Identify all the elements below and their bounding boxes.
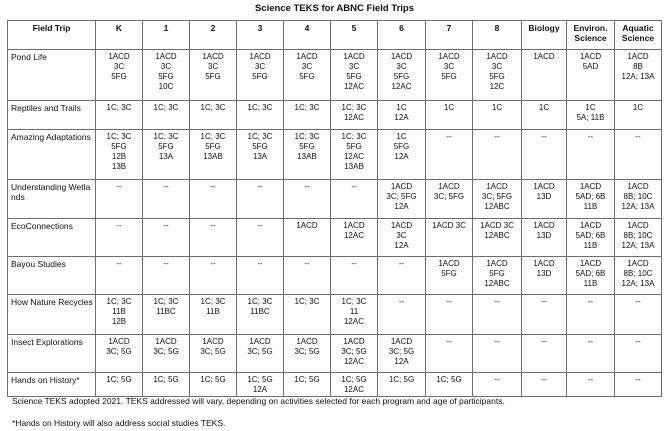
teks-cell-text: 1ACD 3C 5FG 10C: [155, 52, 177, 91]
teks-cell-text: 1C; 3C: [247, 103, 273, 112]
teks-cell: [331, 50, 378, 101]
column-header: 2: [190, 21, 237, 50]
teks-cell-text: 1C; 3C 5FG 12AC 13AB: [341, 132, 367, 171]
teks-cell: [237, 180, 284, 219]
teks-cell: [284, 373, 331, 397]
teks-cell: [96, 295, 143, 335]
teks-cell: [378, 219, 426, 257]
teks-cell-text: --: [541, 337, 547, 346]
teks-cell-text: 1ACD 3C; 5G 12A: [388, 337, 415, 366]
teks-cell: [237, 130, 284, 180]
teks-cell-text: 1C; 3C: [294, 297, 320, 306]
teks-cell-text: 1C: [491, 103, 503, 112]
teks-cell: [96, 130, 143, 180]
teks-cell-text: 1ACD 3C 5FG: [296, 52, 318, 81]
footnote-history: *Hands on History will also address social studies TEKS.: [12, 418, 226, 428]
teks-cell: [143, 130, 190, 180]
teks-cell-text: 1ACD 3C: [432, 221, 466, 230]
teks-cell-text: 1ACD 3C 5FG 12C: [486, 52, 508, 91]
table-row: [8, 219, 662, 257]
teks-cell-text: 1ACD 8B; 10C 12A; 13A: [621, 221, 655, 250]
teks-cell: [378, 335, 426, 373]
teks-cell-text: 1C; 3C 5FG 13AB: [294, 132, 320, 161]
teks-cell: [426, 373, 473, 397]
teks-cell: [426, 257, 473, 295]
teks-cell-text: 1ACD 3C; 5G: [106, 337, 132, 356]
column-header: 7: [426, 21, 473, 50]
teks-cell: [190, 295, 237, 335]
teks-cell: [96, 219, 143, 257]
teks-cell: [190, 335, 237, 373]
teks-cell: [473, 180, 522, 219]
teks-cell: [615, 50, 662, 101]
teks-cell: [331, 219, 378, 257]
document-title: Science TEKS for ABNC Field Trips: [254, 3, 415, 14]
field-trip-name: Hands on History*: [8, 373, 96, 397]
teks-cell-text: --: [163, 221, 169, 230]
teks-cell: [284, 295, 331, 335]
teks-cell: [567, 101, 615, 130]
field-trip-name: Amazing Adaptations: [8, 130, 96, 180]
teks-cell: [567, 335, 615, 373]
teks-cell: [96, 335, 143, 373]
field-trip-name: Pond Life: [8, 50, 96, 101]
teks-cell-text: --: [587, 132, 594, 141]
column-header: K: [96, 21, 143, 50]
teks-cell-text: 1C; 5G 12A: [247, 375, 273, 394]
teks-cell-text: 1ACD 3C; 5FG 12A: [386, 182, 417, 211]
teks-cell: [143, 373, 190, 397]
teks-cell: [378, 101, 426, 130]
teks-cell: [473, 130, 522, 180]
teks-cell-text: --: [541, 375, 547, 384]
teks-cell-text: 1ACD 3C; 5G: [153, 337, 179, 356]
teks-cell: [190, 219, 237, 257]
teks-cell-text: --: [116, 182, 122, 191]
teks-cell: [190, 101, 237, 130]
field-trip-name: Insect Explorations: [8, 335, 96, 373]
teks-cell: [378, 295, 426, 335]
teks-cell: [522, 335, 567, 373]
teks-cell: [284, 219, 331, 257]
teks-cell: [190, 257, 237, 295]
teks-cell-text: 1ACD 3C; 5G 12AC: [341, 337, 367, 366]
field-trip-name: Reptiles and Trails: [8, 101, 96, 130]
teks-cell-text: 1C; 5G: [388, 375, 415, 384]
teks-cell: [615, 130, 662, 180]
teks-cell-text: 1ACD 13D: [533, 259, 555, 278]
teks-cell: [96, 373, 143, 397]
column-header: Biology: [522, 21, 567, 50]
teks-cell: [615, 373, 662, 397]
teks-cell-text: 1C; 5G: [200, 375, 226, 384]
teks-cell-text: --: [304, 182, 310, 191]
teks-cell-text: --: [163, 182, 169, 191]
teks-cell-text: --: [587, 297, 594, 306]
teks-cell: [143, 295, 190, 335]
teks-cell-text: --: [635, 337, 641, 346]
teks-cell: [378, 373, 426, 397]
teks-cell: [426, 50, 473, 101]
teks-cell-text: --: [116, 259, 122, 268]
teks-cell: [567, 295, 615, 335]
teks-cell: [190, 373, 237, 397]
teks-cell: [190, 50, 237, 101]
teks-cell-text: 1ACD 8B 12A; 13A: [621, 52, 655, 81]
teks-cell: [567, 219, 615, 257]
teks-cell: [522, 130, 567, 180]
teks-cell-text: 1ACD 5FG: [438, 259, 460, 278]
table-row: [8, 373, 662, 397]
teks-cell-text: --: [635, 132, 641, 141]
teks-cell: [331, 257, 378, 295]
teks-cell: [237, 257, 284, 295]
teks-cell: [615, 180, 662, 219]
field-trip-name: How Nature Recycles: [8, 295, 96, 335]
teks-cell-text: 1C 5A; 11B: [576, 103, 605, 122]
teks-cell-text: --: [494, 337, 500, 346]
column-header: 4: [284, 21, 331, 50]
teks-cell: [237, 219, 284, 257]
teks-cell-text: --: [210, 182, 216, 191]
teks-cell-text: 1C; 5G: [106, 375, 132, 384]
teks-cell: [567, 130, 615, 180]
teks-cell: [143, 180, 190, 219]
teks-cell-text: --: [304, 259, 310, 268]
teks-cell: [522, 257, 567, 295]
teks-cell-text: --: [116, 221, 122, 230]
teks-cell: [378, 180, 426, 219]
teks-cell-text: --: [635, 375, 641, 384]
teks-cell: [615, 257, 662, 295]
teks-cell: [615, 295, 662, 335]
teks-cell-text: 1ACD 8B; 10C 12A; 13A: [621, 259, 655, 288]
teks-cell-text: 1ACD 13D: [533, 182, 555, 201]
teks-cell: [378, 257, 426, 295]
field-trip-name: Understanding Wetlands: [8, 180, 96, 219]
teks-cell-text: 1ACD 3C; 5FG 12ABC: [481, 182, 513, 211]
teks-cell: [426, 219, 473, 257]
column-header: 5: [331, 21, 378, 50]
teks-cell-text: --: [351, 182, 357, 191]
teks-cell-text: --: [541, 297, 547, 306]
column-header: Field Trip: [8, 21, 96, 50]
teks-cell: [522, 295, 567, 335]
teks-cell-text: --: [494, 375, 500, 384]
teks-cell: [615, 335, 662, 373]
teks-cell-text: --: [398, 259, 405, 268]
teks-cell-text: 1C; 5G: [436, 375, 462, 384]
teks-cell: [473, 101, 522, 130]
teks-cell-text: --: [210, 259, 216, 268]
teks-cell: [426, 130, 473, 180]
teks-cell: [284, 130, 331, 180]
teks-cell: [522, 101, 567, 130]
teks-cell: [331, 180, 378, 219]
teks-cell: [473, 295, 522, 335]
teks-cell-text: 1ACD 3C 5FG: [249, 52, 271, 81]
teks-cell: [567, 373, 615, 397]
teks-cell-text: 1C; 5G: [294, 375, 320, 384]
teks-cell: [567, 257, 615, 295]
field-trip-name: EcoConnections: [8, 219, 96, 257]
teks-cell: [237, 50, 284, 101]
teks-cell-text: 1C; 3C 5FG 12B 13B: [106, 132, 132, 171]
teks-cell: [284, 257, 331, 295]
teks-cell: [567, 50, 615, 101]
teks-cell: [143, 101, 190, 130]
teks-cell-text: --: [257, 221, 263, 230]
table-row: [8, 257, 662, 295]
column-header: Environ. Science: [567, 21, 615, 50]
teks-cell-text: 1ACD 3C; 5FG: [433, 182, 465, 201]
teks-cell-text: 1ACD 3C 5FG: [108, 52, 130, 81]
teks-cell: [522, 219, 567, 257]
teks-cell-text: --: [587, 337, 594, 346]
teks-cell-text: 1C; 3C 11B 12B: [106, 297, 132, 326]
teks-cell: [473, 50, 522, 101]
teks-cell-text: 1ACD 5AD; 6B 11B: [575, 182, 606, 211]
teks-cell-text: 1ACD 12AC: [343, 221, 365, 240]
teks-cell-text: 1C 5FG 12A: [393, 132, 410, 161]
teks-cell: [473, 335, 522, 373]
teks-cell-text: 1ACD: [296, 221, 318, 230]
teks-cell-text: 1C; 3C 11BC: [247, 297, 273, 316]
teks-cell-text: --: [635, 297, 641, 306]
footnote-adoption: Science TEKS adopted 2021. TEKS addressed will vary, depending on activities selected for each program and age of participants.: [12, 396, 505, 406]
teks-cell: [331, 295, 378, 335]
teks-cell: [615, 219, 662, 257]
teks-cell: [96, 101, 143, 130]
teks-cell-text: 1C; 3C: [106, 103, 132, 112]
teks-cell-text: --: [541, 132, 547, 141]
teks-cell: [284, 101, 331, 130]
table-row: [8, 130, 662, 180]
teks-cell-text: 1ACD 5AD; 6B 11B: [575, 259, 606, 288]
teks-cell: [426, 295, 473, 335]
teks-cell-text: 1C; 3C 11 12AC: [341, 297, 367, 326]
teks-cell-text: 1ACD 5AD: [579, 52, 602, 71]
teks-cell-text: 1ACD: [533, 52, 555, 61]
column-header: 8: [473, 21, 522, 50]
teks-cell: [284, 50, 331, 101]
teks-cell-text: 1ACD 3C 12ABC: [480, 221, 514, 240]
teks-cell: [331, 373, 378, 397]
teks-cell-text: 1C; 5G: [153, 375, 179, 384]
teks-cell: [96, 257, 143, 295]
teks-cell-text: 1C: [538, 103, 550, 112]
teks-cell: [522, 180, 567, 219]
teks-cell-text: 1ACD 3C; 5G: [247, 337, 273, 356]
teks-cell-text: --: [351, 259, 357, 268]
teks-cell: [190, 130, 237, 180]
field-trip-name: Bayou Studies: [8, 257, 96, 295]
column-header: 1: [143, 21, 190, 50]
teks-cell-text: 1C; 3C: [294, 103, 320, 112]
column-header: 3: [237, 21, 284, 50]
teks-cell-text: 1ACD 8B; 10C 12A; 13A: [621, 182, 655, 211]
teks-cell: [426, 101, 473, 130]
teks-cell: [615, 101, 662, 130]
table-row: [8, 335, 662, 373]
teks-cell-text: --: [163, 259, 169, 268]
table-row: [8, 180, 662, 219]
teks-cell-text: --: [398, 297, 405, 306]
column-header: 6: [378, 21, 426, 50]
teks-cell-text: 1C; 3C: [153, 103, 179, 112]
teks-cell-text: 1C; 3C: [200, 103, 226, 112]
teks-cell-text: --: [494, 297, 500, 306]
teks-cell-text: 1C: [632, 103, 644, 112]
teks-cell: [284, 180, 331, 219]
teks-cell: [143, 50, 190, 101]
teks-cell-text: 1ACD 5FG 12ABC: [484, 259, 510, 288]
teks-cell: [237, 373, 284, 397]
teks-cell: [237, 101, 284, 130]
teks-cell-text: --: [210, 221, 216, 230]
teks-cell: [426, 180, 473, 219]
teks-cell-text: 1ACD 3C 12A: [390, 221, 413, 250]
teks-cell-text: 1C; 3C 5FG 13A: [153, 132, 179, 161]
teks-cell: [473, 219, 522, 257]
teks-cell: [473, 257, 522, 295]
teks-cell-text: --: [257, 182, 263, 191]
teks-cell: [378, 50, 426, 101]
teks-cell: [567, 180, 615, 219]
teks-cell-text: --: [446, 297, 452, 306]
teks-cell-text: 1ACD 13D: [533, 221, 555, 240]
teks-cell: [143, 335, 190, 373]
teks-cell: [190, 180, 237, 219]
teks-cell-text: --: [446, 337, 452, 346]
teks-cell: [96, 50, 143, 101]
table-row: [8, 101, 662, 130]
teks-cell: [284, 335, 331, 373]
teks-cell: [331, 101, 378, 130]
teks-cell-text: 1ACD 5AD; 6B 11B: [575, 221, 606, 250]
teks-cell: [96, 180, 143, 219]
teks-cell: [522, 50, 567, 101]
teks-cell-text: --: [587, 375, 594, 384]
teks-cell: [143, 257, 190, 295]
teks-cell-text: 1ACD 3C; 5G: [294, 337, 320, 356]
teks-cell: [237, 295, 284, 335]
teks-cell: [522, 373, 567, 397]
column-header: Aquatic Science: [615, 21, 662, 50]
table-row: [8, 50, 662, 101]
teks-cell-text: 1C; 3C 5FG 13A: [247, 132, 273, 161]
table-header-row: [8, 21, 662, 50]
teks-cell-text: --: [446, 132, 452, 141]
teks-cell: [426, 335, 473, 373]
teks-cell: [331, 130, 378, 180]
teks-cell-text: 1ACD 3C; 5G: [200, 337, 226, 356]
teks-cell-text: 1ACD 3C 5FG: [202, 52, 224, 81]
table-row: [8, 295, 662, 335]
teks-cell-text: 1C 12A: [394, 103, 409, 122]
teks-cell-text: 1C; 3C 12AC: [341, 103, 367, 122]
teks-cell: [331, 335, 378, 373]
teks-cell: [237, 335, 284, 373]
teks-cell: [143, 219, 190, 257]
teks-cell-text: --: [257, 259, 263, 268]
teks-cell-text: 1C; 3C 11BC: [153, 297, 179, 316]
teks-cell-text: 1ACD 3C 5FG 12AC: [390, 52, 413, 91]
teks-cell-text: 1C; 5G 12AC: [341, 375, 367, 394]
teks-cell: [473, 373, 522, 397]
teks-cell-text: 1ACD 3C 5FG 12AC: [343, 52, 365, 91]
teks-cell-text: 1C: [443, 103, 455, 112]
teks-table: [7, 20, 662, 397]
teks-cell: [378, 130, 426, 180]
teks-cell-text: 1C; 3C 5FG 13AB: [200, 132, 226, 161]
teks-cell-text: --: [494, 132, 500, 141]
teks-cell-text: 1ACD 3C 5FG: [438, 52, 460, 81]
teks-cell-text: 1C; 3C 11B: [200, 297, 226, 316]
